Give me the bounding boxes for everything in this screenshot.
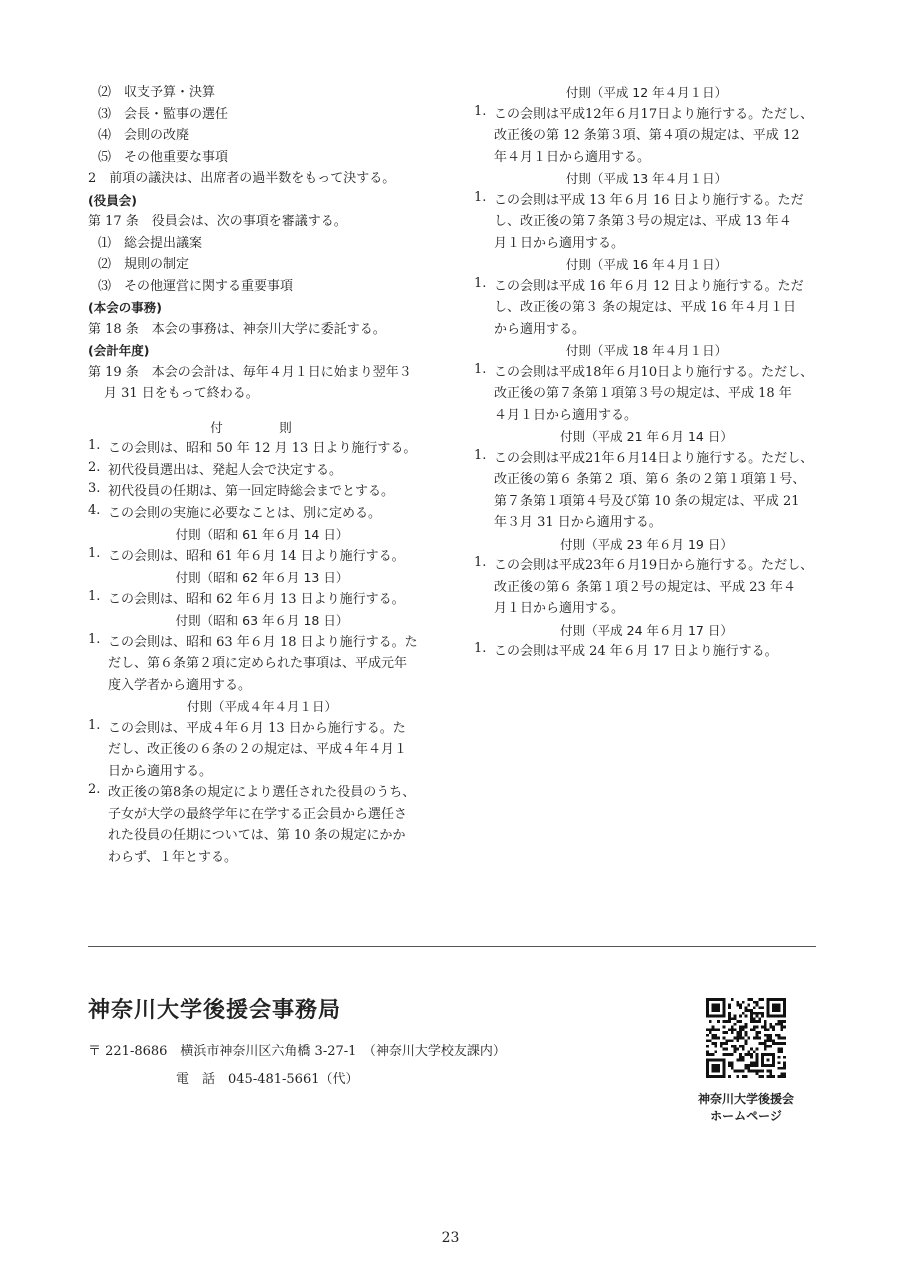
supplement-title-s63: 付則（昭和 63 年６月 18 日）: [175, 613, 349, 628]
left-column: [88, 82, 436, 868]
article-19-line: 第 19 条 本会の会計は、毎年４月１日に始まり翌年３: [88, 364, 412, 380]
supplement-title: 付則（平成 12 年４月１日）: [565, 85, 728, 100]
qr-code-icon[interactable]: [706, 998, 786, 1078]
supplement-item: 1. この会則は、昭和 62 年６月 13 日より施行する。: [88, 588, 405, 607]
fusoku-title: 付 則: [210, 419, 314, 435]
supplement-item: 1. この会則は平成23年６月19日から施行する。ただし、 改正後の第６ 条第１項２号の規定は、平成 23 年４ 月１日から適用する。: [474, 555, 814, 616]
qr-caption: 神奈川大学後援会 ホームページ: [697, 1092, 794, 1123]
fusoku-item: 1. この会則は、昭和 50 年 12 月 13 日より施行する。: [88, 438, 417, 456]
right-column: [474, 82, 819, 663]
supplement-item: 1. この会則は平成12年６月17日より施行する。ただし、 改正後の第 12 条第３項、第４項の規定は、平成 12 年４月１日から適用する。: [474, 103, 814, 165]
footer-divider: [88, 946, 816, 947]
supplement-item: 2. 改正後の第8条の規定により選任された役員のうち、 子女が大学の最終学年に在学する正会員から選任さ れた役員の任期については、第 10 条の規定にかか わらず、１年とする。: [88, 782, 416, 865]
supplement-title-h4: 付則（平成４年４月１日）: [186, 699, 337, 714]
supplement-title-s61: 付則（昭和 61 年６月 14 日）: [175, 527, 349, 542]
supplement-item: 1. この会則は平成 24 年６月 17 日より施行する。: [474, 641, 778, 659]
supplement-item: 1. この会則は、昭和 61 年６月 14 日より施行する。: [88, 545, 405, 564]
article-17-item: ⑴ 総会提出議案: [98, 235, 203, 251]
page-number: 23: [441, 1230, 460, 1246]
supplement-item: 1. この会則は平成 13 年６月 16 日より施行する。ただ し、改正後の第７条第３号の規定は、平成 13 年４ 月１日から適用する。: [474, 189, 804, 251]
office-address: 〒 221-8686 横浜市神奈川区六角橋 3-27-1 （神奈川大学校友課内）: [88, 1044, 506, 1059]
article-19-line: 月 31 日をもって終わる。: [104, 386, 259, 401]
supplement-title: 付則（平成 18 年４月１日）: [565, 343, 728, 358]
supplement-item: 1. この会則は、昭和 63 年６月 18 日より施行する。た だし、第６条第２項に定められた事項は、平成元年 度入学者から適用する。: [88, 631, 418, 693]
office-name: 神奈川大学後援会事務局: [88, 998, 342, 1023]
office-phone: 電 話 045-481-5661（代）: [176, 1072, 359, 1087]
supplement-item: 1. この会則は、平成４年６月 13 日から施行する。た だし、改正後の６条の２の規定は、平成４年４月１ 日から適用する。: [88, 717, 408, 779]
heading-jimu: (本会の事務): [88, 300, 162, 315]
article-18: 第 18 条 本会の事務は、神奈川大学に委託する。: [88, 321, 386, 337]
agenda-item: ⑵ 収支予算・決算: [98, 85, 216, 100]
heading-kaikei: (会計年度): [88, 343, 150, 358]
agenda-item: ⑷ 会則の改廃: [98, 128, 190, 143]
clause-2: 2 前項の議決は、出席者の過半数をもって決する。: [88, 171, 396, 186]
supplement-title: 付則（平成 21 年６月 14 日）: [560, 429, 733, 444]
supplement-title-s62: 付則（昭和 62 年６月 13 日）: [175, 570, 349, 585]
supplement-title: 付則（平成 13 年４月１日）: [565, 171, 728, 186]
supplement-title: 付則（平成 16 年４月１日）: [565, 257, 728, 272]
agenda-item: ⑸ その他重要な事項: [98, 149, 229, 165]
article-17-item: ⑵ 規則の制定: [98, 257, 190, 272]
agenda-item: ⑶ 会長・監事の選任: [98, 106, 229, 122]
fusoku-item: 3. 初代役員の任期は、第一回定時総会までとする。: [88, 481, 395, 499]
fusoku-item: 4. この会則の実施に必要なことは、別に定める。: [88, 502, 382, 521]
article-17: 第 17 条 役員会は、次の事項を審議する。: [88, 214, 347, 229]
supplement-item: 1. この会則は平成18年６月10日より施行する。ただし、 改正後の第７条第１項第３号の規定は、平成 18 年 ４月１日から適用する。: [474, 361, 814, 423]
supplement-title: 付則（平成 24 年６月 17 日）: [560, 622, 733, 638]
supplement-item: 1. この会則は平成 16 年６月 12 日より施行する。ただ し、改正後の第３ 条の規定は、平成 16 年４月１日 から適用する。: [474, 275, 804, 337]
supplement-item: 1. この会則は平成21年６月14日より施行する。ただし、 改正後の第６ 条第２ 項、第６ 条の２第１項第１号、 第７条第１項第４号及び第 10 条の規定は、平成 21 年３月 31 日から適用する。: [474, 447, 814, 530]
supplement-title: 付則（平成 23 年６月 19 日）: [560, 536, 733, 552]
article-17-item: ⑶ その他運営に関する重要事項: [98, 278, 294, 294]
heading-yakuinkai: (役員会): [88, 192, 137, 208]
fusoku-item: 2. 初代役員選出は、発起人会で決定する。: [88, 459, 343, 478]
